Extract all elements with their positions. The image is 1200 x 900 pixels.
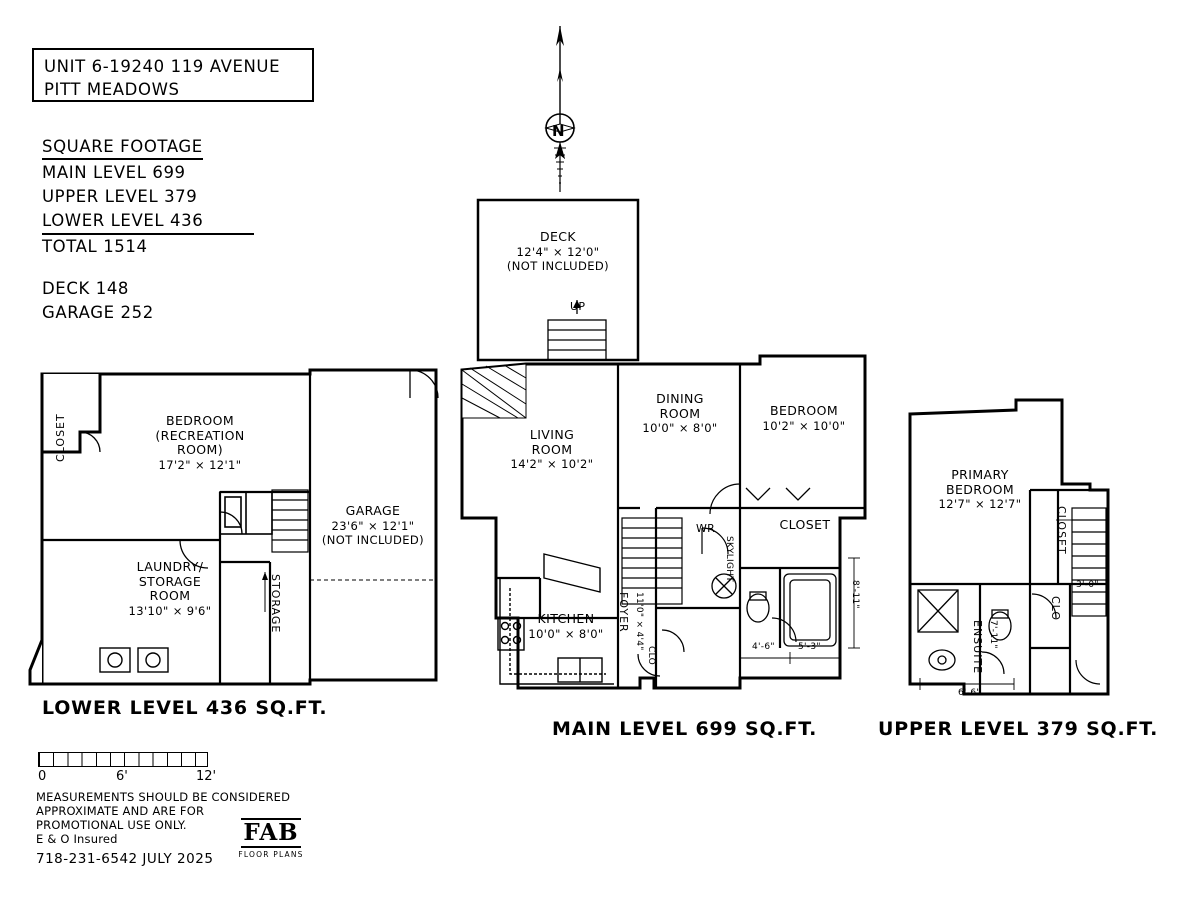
main-level-caption: MAIN LEVEL 699 SQ.FT. [552,718,818,740]
upper-dim-3-0: 3'-0" [1076,580,1099,590]
disclaimer-line-1: MEASUREMENTS SHOULD BE CONSIDERED [36,790,291,804]
title-line-1: UNIT 6-19240 119 AVENUE [44,57,281,76]
lower-storage-label: STORAGE [269,574,282,634]
footage-deck: DECK 148 [42,279,130,298]
scale-bar-group [38,752,268,785]
scale-labels [38,769,218,785]
skylight-label: SKYLIGHT [724,536,734,583]
primary-bedroom-label: PRIMARY BEDROOM 12'7" × 12'7" [938,467,1022,511]
foyer-label: FOYER [617,592,630,633]
footage-lower-level: LOWER LEVEL 436 [42,209,254,235]
title-block [32,48,314,102]
lower-level-caption: LOWER LEVEL 436 SQ.FT. [42,697,328,719]
lower-level-plan [20,362,450,692]
fab-logo-wordmark: FAB [243,819,299,846]
fab-logo-tagline: FLOOR PLANS [238,850,304,859]
footage-upper-level: UPPER LEVEL 379 [42,187,198,206]
foyer-dimension: 11'0" × 4'4" [634,592,644,651]
scale-label-6: 6' [116,769,128,784]
scale-label-12: 12' [196,769,217,784]
main-level-plan [440,188,880,700]
main-bedroom-label: BEDROOM 10'2" × 10'0" [762,403,846,433]
dim-8-11: 8'-11" [850,580,860,609]
upper-level-caption: UPPER LEVEL 379 SQ.FT. [878,718,1159,740]
footage-total: TOTAL 1514 [42,237,148,256]
dim-4-6: 4'-6" [752,642,775,652]
square-footage-block [42,136,342,325]
main-closet-label: CLOSET [779,517,831,532]
upper-level-plan [880,398,1180,704]
upper-closet-label: CLOSET [1055,506,1068,555]
washroom-label: WR [696,522,716,535]
upper-clo-label: CLO [1049,596,1062,622]
kitchen-label: KITCHEN 10'0" × 8'0" [528,611,604,641]
disclaimer-line-2: APPROXIMATE AND ARE FOR [36,804,205,818]
dim-5-3: 5'-3" [798,642,821,652]
contact-phone-date: 718-231-6542 JULY 2025 [36,851,214,867]
dining-room-label: DINING ROOM 10'0" × 8'0" [642,391,718,435]
ensuite-label: ENSUITE [971,620,984,675]
scale-bar [38,752,208,767]
square-footage-heading: SQUARE FOOTAGE [42,136,203,160]
disclaimer-line-4: E & O Insured [36,832,118,846]
deck-label: DECK 12'4" × 12'0" (NOT INCLUDED) [506,229,610,273]
upper-dim-6-6: 6'-6" [958,688,981,698]
main-clo-label: CLO [646,646,656,665]
compass-north-label: N [552,122,565,140]
disclaimer-line-3: PROMOTIONAL USE ONLY. [36,818,187,832]
title-line-2: PITT MEADOWS [44,80,180,99]
lower-closet-label: CLOSET [54,413,67,462]
lower-garage-label: GARAGE 23'6" × 12'1" (NOT INCLUDED) [321,503,425,547]
scale-label-0: 0 [38,769,47,784]
lower-bedroom-label: BEDROOM (RECREATION ROOM) 17'2" × 12'1" [155,413,245,472]
footage-main-level: MAIN LEVEL 699 [42,163,186,182]
deck-up-label: UP [570,300,586,313]
footage-garage: GARAGE 252 [42,303,154,322]
compass-rose [528,24,592,199]
fab-logo [228,818,314,859]
living-room-label: LIVING ROOM 14'2" × 10'2" [510,427,594,471]
lower-laundry-label: LAUNDRY/ STORAGE ROOM 13'10" × 9'6" [128,559,212,618]
ensuite-dimension: 7'-11" [988,620,998,649]
